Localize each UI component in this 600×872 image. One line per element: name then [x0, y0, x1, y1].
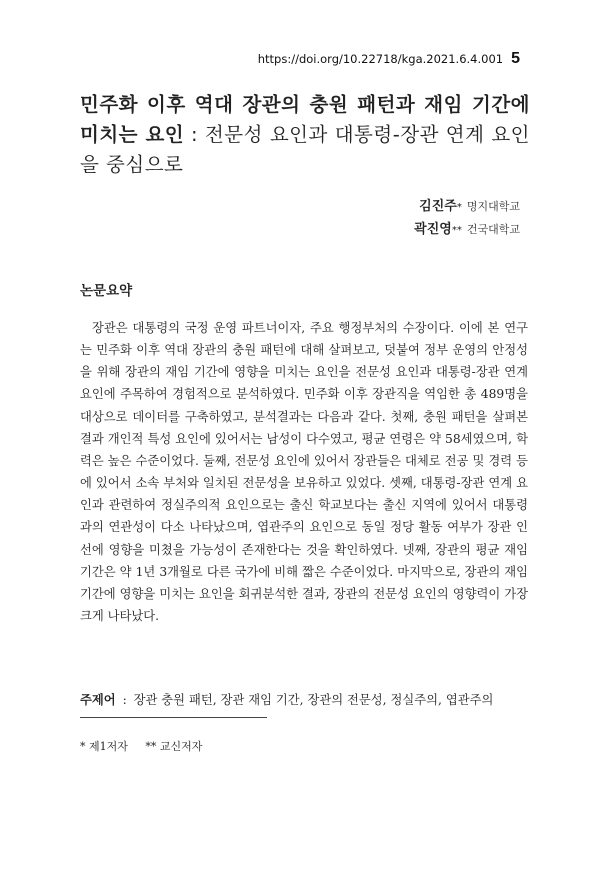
footnote-mark: *: [80, 740, 86, 753]
author-name: 김진주: [419, 199, 457, 214]
footnote-1: [80, 740, 131, 753]
footnote-text: 제1저자: [89, 740, 128, 753]
author-affiliation: 건국대학교: [466, 223, 520, 236]
footnotes: [80, 738, 216, 754]
author-name: 곽진영: [414, 222, 452, 237]
author-mark: **: [451, 225, 462, 236]
author-2: [414, 219, 520, 242]
author-1: [414, 196, 520, 219]
keywords-label: 주제어: [80, 693, 116, 707]
running-header: [258, 50, 520, 68]
title-main: 민주화 이후 역대 장관의 충원 패턴과 재임 기간에 미치는 요인: [80, 93, 530, 146]
footnote-mark: **: [145, 740, 157, 753]
abstract-body: 장관은 대통령의 국정 운영 파트너이자, 주요 행정부처의 수장이다. 이에 본 연구는 민주화 이후 역대 장관의 충원 패턴에 대해 살펴보고, 덧붙여 정부 운영의 안정성을 위해 장관의 재임 기간에 영향을 미치는 요인을 전문성 요인과 대통령-장관 연계 요인에 주목하여 경험적으로 분석하였다. 민주화 이후 장관직을 역임한 총 489명을 대상으로 데이터를 구축하였고, 분석결과는 다음과 같다. 첫째, 충원 패턴을 살펴본 결과 개인적 특성 요인에 있어서는 남성이 다수였고, 평균 연령은 약 58세였으며, 학력은 높은 수준이었다. 둘째, 전문성 요인에 있어서 장관들은 대체로 전공 및 경력 등에 있어서 소속 부처와 일치된 전문성을 보유하고 있었다. 셋째, 대통령-장관 연계 요인과 관련하여 정실주의적 요인으로는 출신 학교보다는 출신 지역에 있어서 대통령과의 연관성이 다소 나타났으며, 엽관주의 요인으로 동일 정당 활동 여부가 장관 인선에 영향을 미쳤을 가능성이 존재한다는 것을 확인하였다. 넷째, 장관의 평균 재임 기간은 약 1년 3개월로 다른 국가에 비해 짧은 수준이었다. 마지막으로, 장관의 재임 기간에 영향을 미치는 요인을 회귀분석한 결과, 장관의 전문성 요인의 영향력이 가장 크게 나타났다.: [80, 321, 528, 624]
author-affiliation: 명지대학교: [466, 200, 520, 213]
footnote-text: 교신저자: [159, 740, 203, 753]
keyword-list: [134, 693, 494, 707]
paper-title: [80, 90, 530, 180]
footnote-2: [145, 740, 202, 753]
keyword-item: 엽관주의: [445, 693, 494, 707]
author-list: [414, 196, 520, 242]
abstract-heading: 논문요약: [80, 283, 133, 299]
footnote-divider: [80, 717, 267, 718]
keyword-item: 장관 재임 기간,: [220, 693, 308, 707]
keyword-item: 정실주의,: [390, 693, 446, 707]
title-subtitle: 전문성 요인과 대통령-장관 연계 요인을 중심으로: [80, 123, 530, 176]
keywords-separator: :: [122, 693, 127, 707]
page-number: 5: [511, 50, 520, 67]
keywords-line: [80, 690, 530, 708]
doi-link[interactable]: https://doi.org/10.22718/kga.2021.6.4.001: [257, 52, 504, 66]
keyword-item: 장관 충원 패턴,: [133, 693, 221, 707]
title-separator: :: [184, 123, 205, 146]
author-mark: *: [456, 202, 462, 213]
keyword-item: 장관의 전문성,: [307, 693, 391, 707]
